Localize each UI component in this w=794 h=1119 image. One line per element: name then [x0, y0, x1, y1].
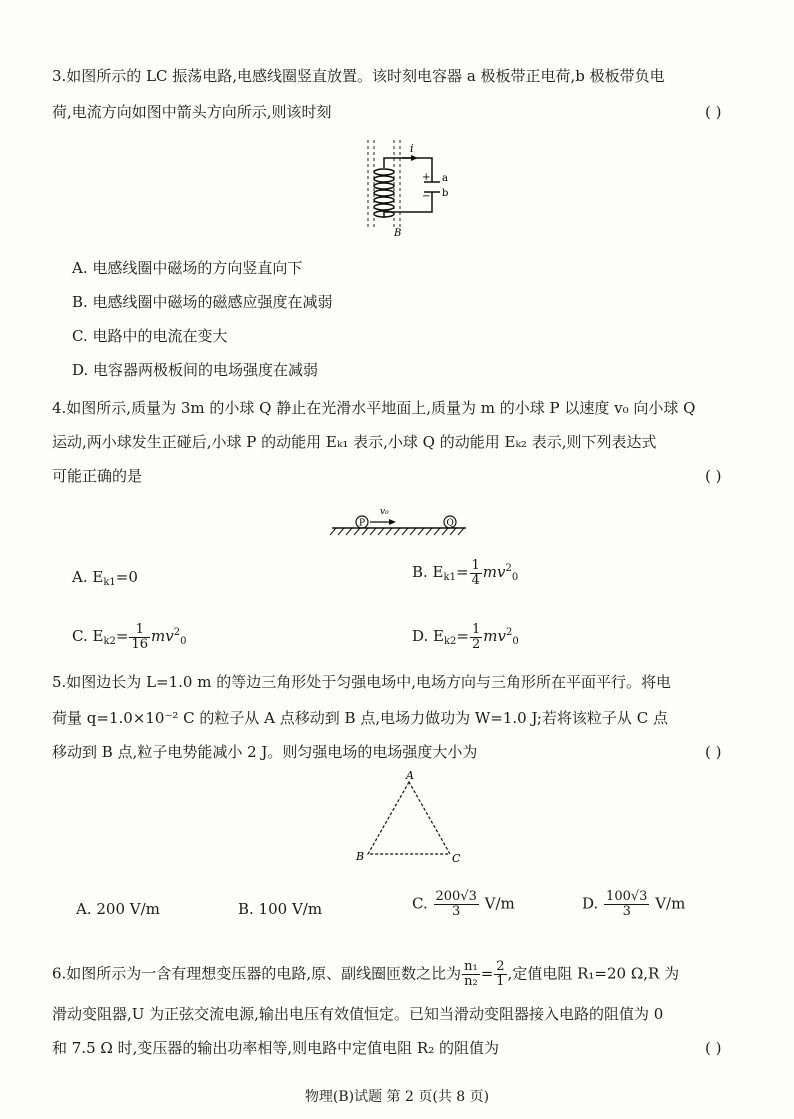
q6-stem-line2: 滑动变阻器,U 为正弦交流电源,输出电压有效值恒定。已知当滑动变阻器接入电路的阻值为 0 — [52, 1005, 664, 1023]
velocity-arrow-icon — [389, 519, 396, 525]
q5-option-c: C. $\frac{200√3}{3}$ V/m — [412, 889, 515, 919]
q5-option-d: D. $\frac{100√3}{3}$ V/m — [582, 889, 686, 919]
q4-option-a: A. $E_{k1}=0$ — [72, 568, 138, 588]
q3-stem-line2: 荷,电流方向如图中箭头方向所示,则该时刻 — [52, 103, 332, 121]
q4-stem-line3: 可能正确的是 — [52, 467, 143, 485]
q5-option-b: B. 100 V/m — [238, 900, 323, 918]
q3-option-a: A. 电感线圈中磁场的方向竖直向下 — [72, 259, 303, 277]
q4-stem-line1: 4.如图所示,质量为 3m 的小球 Q 静止在光滑水平地面上,质量为 m 的小球 P 以速度 v₀ 向小球 Q — [52, 399, 696, 417]
q4-option-c: C. $E_{k2}=$ $\frac{1}{16}$ $mv^2_0$ — [72, 621, 187, 652]
label-B: B — [394, 228, 402, 239]
page-footer: 物理(B)试题 第 2 页(共 8 页) — [304, 1089, 490, 1105]
label-C: C — [452, 852, 461, 865]
triangle-diagram — [354, 770, 464, 866]
q4-option-b: B. $E_{k1}=$ $\frac{1}{4}$ $mv^2_0$ — [412, 557, 519, 588]
q3-option-c: C. 电路中的电流在变大 — [72, 327, 228, 345]
label-plus: + — [422, 172, 431, 183]
q5-stem-line1: 5.如图边长为 L=1.0 m 的等边三角形处于匀强电场中,电场方向与三角形所在平面平行。将电 — [52, 673, 671, 691]
label-A: A — [406, 769, 414, 782]
q6-stem-line1: 6.如图所示为一含有理想变压器的电路,原、副线圈匝数之比为 $\frac{\text{n₁}}{\text{n₂}}$ = $\frac{2}{1}$ ,定值电阻 R₁=20 Ω,R 为 — [52, 959, 680, 989]
q6-answer-paren: ( ) — [705, 1039, 722, 1057]
current-arrow-icon — [411, 155, 418, 161]
label-a: a — [442, 173, 448, 184]
label-b: b — [442, 188, 449, 199]
label-P: P — [359, 518, 366, 529]
collision-diagram — [330, 504, 470, 538]
q5-stem-line2: 荷量 q=1.0×10⁻² C 的粒子从 A 点移动到 B 点,电场力做功为 W=1.0 J;若将该粒子从 C 点 — [52, 709, 668, 727]
q5-answer-paren: ( ) — [705, 743, 722, 761]
label-B: B — [356, 850, 365, 863]
q3-answer-paren: ( ) — [705, 103, 722, 121]
q3-stem-line1: 3.如图所示的 LC 振荡电路,电感线圈竖直放置。该时刻电容器 a 极板带正电荷,b 极板带负电 — [52, 67, 665, 85]
lc-circuit-diagram — [360, 138, 480, 238]
q3-option-d: D. 电容器两极板间的电场强度在减弱 — [72, 361, 319, 379]
label-i: i — [410, 142, 414, 155]
q4-option-d: D. $E_{k2}=$ $\frac{1}{2}$ $mv^2_0$ — [412, 621, 519, 652]
label-Q: Q — [446, 518, 454, 529]
q5-stem-line3: 移动到 B 点,粒子电势能减小 2 J。则匀强电场的电场强度大小为 — [52, 743, 478, 761]
q6-stem-line3: 和 7.5 Ω 时,变压器的输出功率相等,则电路中定值电阻 R₂ 的阻值为 — [52, 1039, 499, 1057]
label-v0: v₀ — [380, 507, 389, 517]
q4-stem-line2: 运动,两小球发生正碰后,小球 P 的动能用 Eₖ₁ 表示,小球 Q 的动能用 Eₖ₂ 表示,则下列表达式 — [52, 433, 657, 451]
q4-answer-paren: ( ) — [705, 467, 722, 485]
label-minus: − — [422, 191, 431, 202]
q3-option-b: B. 电感线圈中磁场的磁感应强度在减弱 — [72, 293, 333, 311]
q5-option-a: A. 200 V/m — [76, 900, 160, 918]
